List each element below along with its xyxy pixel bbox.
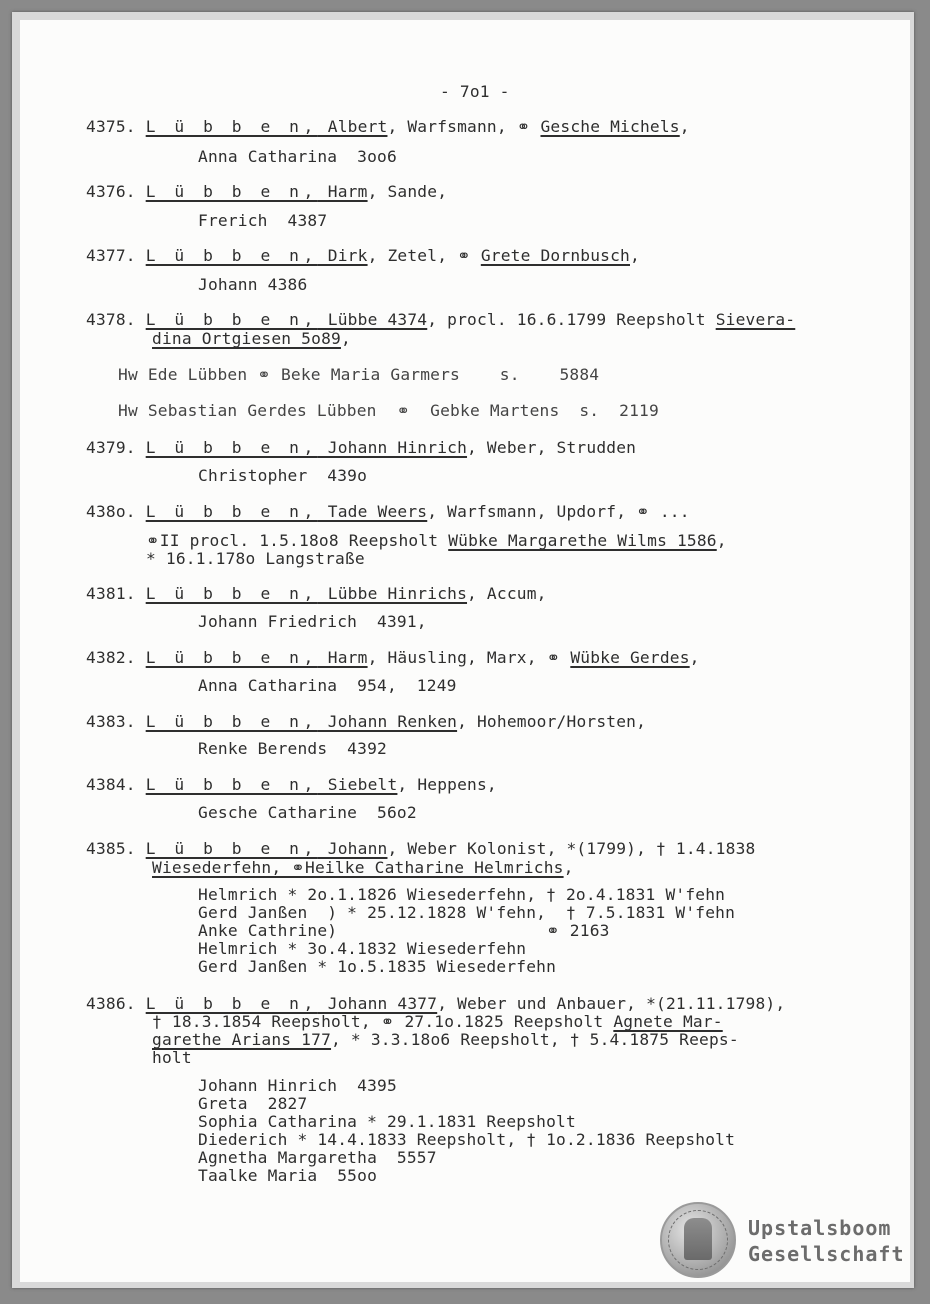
entry-4381: 4381. L ü b b e n, Lübbe Hinrichs, Accum,	[86, 584, 547, 603]
brand-line-2: Gesellschaft	[748, 1242, 905, 1266]
entry-4377: 4377. L ü b b e n, Dirk, Zetel, ⚭ Grete Dornbusch,	[86, 246, 640, 265]
entry-4375: 4375. L ü b b e n, Albert, Warfsmann, ⚭ Gesche Michels,	[86, 117, 690, 136]
child-line: Johann Friedrich 4391,	[198, 612, 427, 631]
child-line: Agnetha Margaretha 5557	[198, 1148, 437, 1167]
child-line: Anna Catharina 3oo6	[198, 147, 397, 166]
entry-4379: 4379. L ü b b e n, Johann Hinrich, Weber, Strudden	[86, 438, 637, 457]
entry-4382: 4382. L ü b b e n, Harm, Häusling, Marx, ⚭ Wübke Gerdes,	[86, 648, 700, 667]
entry-4383: 4383. L ü b b e n, Johann Renken, Hohemoor/Horsten,	[86, 712, 647, 731]
brand-line-1: Upstalsboom	[748, 1216, 892, 1240]
entry-4384: 4384. L ü b b e n, Siebelt, Heppens,	[86, 775, 497, 794]
entry-4378: 4378. L ü b b e n, Lübbe 4374, procl. 16.6.1799 Reepsholt Sievera-	[86, 310, 796, 329]
child-line: Helmrich * 2o.1.1826 Wiesederfehn, † 2o.4.1831 W'fehn	[198, 885, 726, 904]
child-line: Taalke Maria 55oo	[198, 1166, 378, 1185]
child-line: Renke Berends 4392	[198, 739, 387, 758]
child-line: Sophia Catharina * 29.1.1831 Reepsholt	[198, 1112, 576, 1131]
entry-continuation: * 16.1.178o Langstraße	[146, 549, 365, 568]
page-number: - 7o1 -	[440, 82, 510, 101]
entry-continuation: ⚭II procl. 1.5.18o8 Reepsholt Wübke Margarethe Wilms 1586,	[146, 531, 727, 550]
entry-continuation: dina Ortgiesen 5o89,	[152, 329, 351, 348]
entry-4385: 4385. L ü b b e n, Johann, Weber Kolonist, *(1799), † 1.4.1838	[86, 839, 756, 858]
entry-continuation: holt	[152, 1048, 192, 1067]
hw-line: Hw Sebastian Gerdes Lübben ⚭ Gebke Martens s. 2119	[118, 401, 659, 420]
society-seal	[660, 1202, 736, 1278]
child-line: Johann 4386	[198, 275, 308, 294]
child-line: Helmrich * 3o.4.1832 Wiesederfehn	[198, 939, 527, 958]
child-line: Christopher 439o	[198, 466, 368, 485]
entry-4380: 438o. L ü b b e n, Tade Weers, Warfsmann, Updorf, ⚭ ...	[86, 502, 690, 521]
entry-continuation: Wiesederfehn, ⚭Heilke Catharine Helmrichs,	[152, 858, 574, 877]
seal-figure	[684, 1218, 712, 1260]
entry-continuation: † 18.3.1854 Reepsholt, ⚭ 27.1o.1825 Reepsholt Agnete Mar-	[152, 1012, 723, 1031]
entry-4386: 4386. L ü b b e n, Johann 4377, Weber und Anbauer, *(21.11.1798),	[86, 994, 786, 1013]
entry-4376: 4376. L ü b b e n, Harm, Sande,	[86, 182, 448, 201]
child-line: Johann Hinrich 4395	[198, 1076, 397, 1095]
child-line: Anke Cathrine) ⚭ 2163	[198, 921, 610, 940]
child-line: Gerd Janßen ) * 25.12.1828 W'fehn, † 7.5.1831 W'fehn	[198, 903, 736, 922]
child-line: Greta 2827	[198, 1094, 308, 1113]
hw-line: Hw Ede Lübben ⚭ Beke Maria Garmers s. 5884	[118, 365, 600, 384]
child-line: Frerich 4387	[198, 211, 328, 230]
child-line: Diederich * 14.4.1833 Reepsholt, † 1o.2.1836 Reepsholt	[198, 1130, 736, 1149]
child-line: Anna Catharina 954, 1249	[198, 676, 457, 695]
child-line: Gesche Catharine 56o2	[198, 803, 417, 822]
entry-continuation: garethe Arians 177, * 3.3.18o6 Reepsholt, † 5.4.1875 Reeps-	[152, 1030, 739, 1049]
child-line: Gerd Janßen * 1o.5.1835 Wiesederfehn	[198, 957, 557, 976]
